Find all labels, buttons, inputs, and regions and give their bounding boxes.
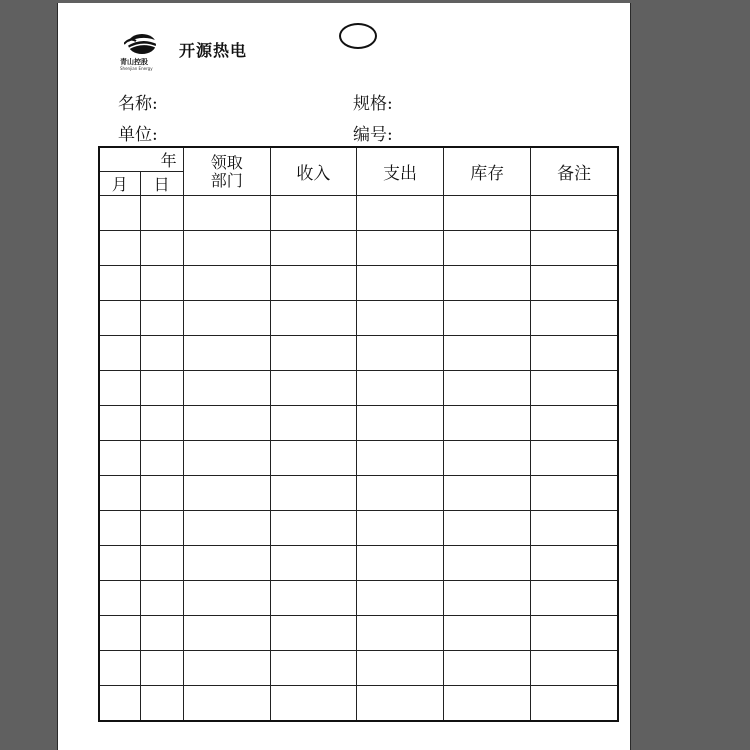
cell-expense[interactable] [356, 266, 443, 301]
header-month: 月 [99, 172, 140, 196]
cell-remark[interactable] [531, 301, 618, 336]
cell-day[interactable] [140, 511, 183, 546]
header-remark: 备注 [531, 147, 618, 196]
cell-remark[interactable] [531, 581, 618, 616]
unit-field-label: 单位: [118, 125, 158, 145]
table-row [99, 616, 618, 651]
cell-month[interactable] [99, 231, 140, 266]
cell-remark[interactable] [531, 231, 618, 266]
cell-stock[interactable] [444, 581, 531, 616]
cell-dept[interactable] [183, 231, 270, 266]
logo-english-text: Shenjian Energy [120, 66, 153, 71]
cell-month[interactable] [99, 546, 140, 581]
cell-month[interactable] [99, 651, 140, 686]
cell-month[interactable] [99, 266, 140, 301]
cell-income[interactable] [270, 301, 356, 336]
cell-stock[interactable] [444, 686, 531, 722]
cell-day[interactable] [140, 266, 183, 301]
table-row [99, 546, 618, 581]
spec-field-label: 规格: [353, 94, 393, 114]
cell-month[interactable] [99, 371, 140, 406]
ledger-card-page [57, 3, 631, 750]
cell-stock[interactable] [444, 651, 531, 686]
cell-dept[interactable] [183, 546, 270, 581]
cell-dept[interactable] [183, 406, 270, 441]
table-row [99, 511, 618, 546]
table-row [99, 441, 618, 476]
table-row [99, 196, 618, 231]
cell-stock[interactable] [444, 301, 531, 336]
table-row [99, 476, 618, 511]
cell-dept[interactable] [183, 616, 270, 651]
table-row [99, 231, 618, 266]
cell-day[interactable] [140, 441, 183, 476]
cell-month[interactable] [99, 196, 140, 231]
table-row [99, 581, 618, 616]
cell-income[interactable] [270, 476, 356, 511]
cell-stock[interactable] [444, 476, 531, 511]
number-field-label: 编号: [353, 125, 393, 145]
cell-income[interactable] [270, 371, 356, 406]
header-dept-line1: 领取 [210, 152, 243, 172]
cell-remark[interactable] [531, 371, 618, 406]
table-row [99, 266, 618, 301]
cell-month[interactable] [99, 336, 140, 371]
cell-income[interactable] [270, 266, 356, 301]
cell-income[interactable] [270, 686, 356, 722]
cell-stock[interactable] [444, 266, 531, 301]
cell-day[interactable] [140, 336, 183, 371]
cell-expense[interactable] [356, 371, 443, 406]
header-receiving-dept [183, 147, 270, 196]
cell-remark[interactable] [531, 651, 618, 686]
cell-income[interactable] [270, 581, 356, 616]
company-name: 开源热电 [179, 41, 248, 60]
cell-stock[interactable] [444, 616, 531, 651]
cell-day[interactable] [140, 231, 183, 266]
cell-remark[interactable] [531, 336, 618, 371]
cell-dept[interactable] [183, 301, 270, 336]
cell-income[interactable] [270, 511, 356, 546]
cell-income[interactable] [270, 441, 356, 476]
name-field-label: 名称: [118, 94, 158, 114]
cell-stock[interactable] [444, 231, 531, 266]
cell-stock[interactable] [444, 336, 531, 371]
cell-income[interactable] [270, 616, 356, 651]
cell-expense[interactable] [356, 651, 443, 686]
cell-month[interactable] [99, 616, 140, 651]
cell-expense[interactable] [356, 546, 443, 581]
cell-dept[interactable] [183, 336, 270, 371]
cell-remark[interactable] [531, 616, 618, 651]
table-row [99, 371, 618, 406]
cell-remark[interactable] [531, 406, 618, 441]
cell-month[interactable] [99, 301, 140, 336]
cell-day[interactable] [140, 371, 183, 406]
cell-day[interactable] [140, 546, 183, 581]
logo-swoosh-icon [124, 31, 160, 57]
cell-stock[interactable] [444, 546, 531, 581]
cell-expense[interactable] [356, 686, 443, 722]
cell-expense[interactable] [356, 441, 443, 476]
cell-remark[interactable] [531, 266, 618, 301]
table-row [99, 406, 618, 441]
cell-dept[interactable] [183, 581, 270, 616]
cell-dept[interactable] [183, 196, 270, 231]
cell-remark[interactable] [531, 441, 618, 476]
cell-dept[interactable] [183, 266, 270, 301]
table-row [99, 336, 618, 371]
header-year: 年 [99, 147, 183, 172]
cell-income[interactable] [270, 336, 356, 371]
cell-stock[interactable] [444, 511, 531, 546]
header-dept-line2: 部门 [210, 170, 243, 190]
header-income: 收入 [270, 147, 356, 196]
cell-month[interactable] [99, 476, 140, 511]
cell-month[interactable] [99, 581, 140, 616]
cell-month[interactable] [99, 511, 140, 546]
cell-day[interactable] [140, 301, 183, 336]
header-expense: 支出 [356, 147, 443, 196]
cell-month[interactable] [99, 406, 140, 441]
cell-expense[interactable] [356, 616, 443, 651]
cell-remark[interactable] [531, 686, 618, 722]
cell-income[interactable] [270, 546, 356, 581]
cell-expense[interactable] [356, 301, 443, 336]
cell-income[interactable] [270, 231, 356, 266]
cell-month[interactable] [99, 441, 140, 476]
cell-dept[interactable] [183, 651, 270, 686]
table-row [99, 651, 618, 686]
cell-income[interactable] [270, 406, 356, 441]
table-row [99, 301, 618, 336]
cell-dept[interactable] [183, 686, 270, 722]
cell-month[interactable] [99, 686, 140, 722]
cell-dept[interactable] [183, 441, 270, 476]
cell-stock[interactable] [444, 441, 531, 476]
punch-hole [339, 23, 377, 49]
cell-day[interactable] [140, 581, 183, 616]
cell-expense[interactable] [356, 511, 443, 546]
cell-expense[interactable] [356, 196, 443, 231]
cell-day[interactable] [140, 406, 183, 441]
ledger-table [98, 146, 619, 722]
cell-day[interactable] [140, 686, 183, 722]
header-day: 日 [140, 172, 183, 196]
cell-remark[interactable] [531, 196, 618, 231]
cell-expense[interactable] [356, 231, 443, 266]
cell-day[interactable] [140, 196, 183, 231]
cell-dept[interactable] [183, 476, 270, 511]
header-stock: 库存 [444, 147, 531, 196]
cell-dept[interactable] [183, 371, 270, 406]
cell-expense[interactable] [356, 336, 443, 371]
cell-remark[interactable] [531, 546, 618, 581]
header-row-top [99, 147, 618, 172]
cell-stock[interactable] [444, 196, 531, 231]
cell-expense[interactable] [356, 406, 443, 441]
logo-chinese-text: 青山控股 [120, 58, 148, 66]
cell-expense[interactable] [356, 581, 443, 616]
cell-stock[interactable] [444, 371, 531, 406]
cell-stock[interactable] [444, 406, 531, 441]
cell-remark[interactable] [531, 476, 618, 511]
cell-income[interactable] [270, 651, 356, 686]
cell-day[interactable] [140, 616, 183, 651]
cell-expense[interactable] [356, 476, 443, 511]
cell-day[interactable] [140, 651, 183, 686]
company-logo [120, 31, 170, 71]
cell-remark[interactable] [531, 511, 618, 546]
cell-day[interactable] [140, 476, 183, 511]
cell-dept[interactable] [183, 511, 270, 546]
cell-income[interactable] [270, 196, 356, 231]
table-row [99, 686, 618, 722]
